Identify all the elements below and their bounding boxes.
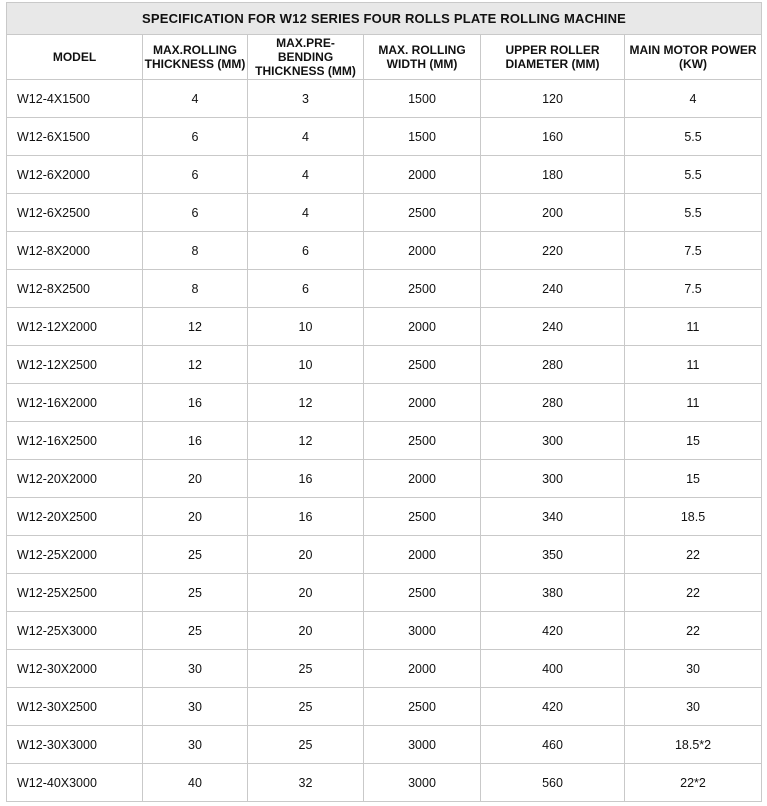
table-row <box>7 118 762 156</box>
cell-model: W12-6X2500 <box>7 194 143 232</box>
table-row <box>7 574 762 612</box>
cell-value: 2500 <box>364 574 481 612</box>
cell-value: 380 <box>481 574 625 612</box>
cell-value: 20 <box>143 460 248 498</box>
cell-value: 7.5 <box>625 270 762 308</box>
column-header-model: MODEL <box>7 35 143 80</box>
cell-model: W12-8X2500 <box>7 270 143 308</box>
cell-value: 2000 <box>364 536 481 574</box>
cell-model: W12-25X3000 <box>7 612 143 650</box>
table-row <box>7 270 762 308</box>
column-header-max-rolling-thickness: MAX.ROLLING THICKNESS (MM) <box>143 35 248 80</box>
cell-value: 25 <box>248 688 364 726</box>
table-header-row <box>7 35 762 80</box>
cell-model: W12-30X3000 <box>7 726 143 764</box>
table-row <box>7 232 762 270</box>
specification-table <box>6 2 762 802</box>
table-row <box>7 764 762 802</box>
cell-value: 2000 <box>364 460 481 498</box>
cell-value: 2500 <box>364 270 481 308</box>
cell-value: 180 <box>481 156 625 194</box>
table-row <box>7 80 762 118</box>
cell-value: 280 <box>481 384 625 422</box>
cell-value: 560 <box>481 764 625 802</box>
table-row <box>7 308 762 346</box>
cell-value: 280 <box>481 346 625 384</box>
cell-value: 3000 <box>364 612 481 650</box>
table-row <box>7 384 762 422</box>
cell-model: W12-16X2000 <box>7 384 143 422</box>
cell-value: 4 <box>625 80 762 118</box>
cell-value: 11 <box>625 346 762 384</box>
cell-model: W12-12X2500 <box>7 346 143 384</box>
cell-value: 1500 <box>364 80 481 118</box>
cell-value: 20 <box>248 536 364 574</box>
cell-value: 2500 <box>364 498 481 536</box>
cell-value: 7.5 <box>625 232 762 270</box>
cell-model: W12-40X3000 <box>7 764 143 802</box>
cell-model: W12-25X2000 <box>7 536 143 574</box>
table-row <box>7 612 762 650</box>
cell-value: 22*2 <box>625 764 762 802</box>
cell-model: W12-30X2000 <box>7 650 143 688</box>
cell-value: 240 <box>481 270 625 308</box>
cell-value: 20 <box>143 498 248 536</box>
cell-value: 30 <box>143 688 248 726</box>
cell-value: 420 <box>481 612 625 650</box>
cell-model: W12-20X2500 <box>7 498 143 536</box>
cell-value: 22 <box>625 536 762 574</box>
cell-value: 5.5 <box>625 194 762 232</box>
table-row <box>7 688 762 726</box>
cell-value: 16 <box>143 422 248 460</box>
cell-value: 240 <box>481 308 625 346</box>
cell-value: 25 <box>143 536 248 574</box>
cell-value: 30 <box>625 650 762 688</box>
table-row <box>7 650 762 688</box>
column-header-max-rolling-width: MAX. ROLLING WIDTH (MM) <box>364 35 481 80</box>
cell-model: W12-6X1500 <box>7 118 143 156</box>
cell-value: 18.5*2 <box>625 726 762 764</box>
cell-model: W12-20X2000 <box>7 460 143 498</box>
cell-value: 6 <box>143 118 248 156</box>
cell-value: 3000 <box>364 764 481 802</box>
table-row <box>7 346 762 384</box>
table-row <box>7 536 762 574</box>
cell-model: W12-30X2500 <box>7 688 143 726</box>
cell-value: 2000 <box>364 650 481 688</box>
cell-value: 4 <box>248 118 364 156</box>
cell-value: 12 <box>248 422 364 460</box>
cell-model: W12-4X1500 <box>7 80 143 118</box>
cell-value: 1500 <box>364 118 481 156</box>
cell-value: 30 <box>143 726 248 764</box>
cell-value: 2500 <box>364 688 481 726</box>
cell-value: 350 <box>481 536 625 574</box>
cell-value: 22 <box>625 612 762 650</box>
cell-value: 2000 <box>364 308 481 346</box>
table-row <box>7 194 762 232</box>
cell-value: 30 <box>143 650 248 688</box>
cell-model: W12-12X2000 <box>7 308 143 346</box>
cell-value: 120 <box>481 80 625 118</box>
cell-model: W12-16X2500 <box>7 422 143 460</box>
cell-value: 3000 <box>364 726 481 764</box>
cell-value: 300 <box>481 460 625 498</box>
cell-value: 20 <box>248 612 364 650</box>
column-header-max-pre-bending-thickness: MAX.PRE-BENDING THICKNESS (MM) <box>248 35 364 80</box>
cell-value: 25 <box>143 574 248 612</box>
cell-value: 200 <box>481 194 625 232</box>
cell-model: W12-25X2500 <box>7 574 143 612</box>
cell-value: 30 <box>625 688 762 726</box>
table-row <box>7 460 762 498</box>
cell-value: 2000 <box>364 384 481 422</box>
cell-value: 22 <box>625 574 762 612</box>
cell-value: 2000 <box>364 232 481 270</box>
cell-value: 12 <box>248 384 364 422</box>
cell-value: 40 <box>143 764 248 802</box>
cell-value: 6 <box>248 270 364 308</box>
cell-value: 5.5 <box>625 156 762 194</box>
table-row <box>7 422 762 460</box>
table-body <box>7 80 762 802</box>
cell-value: 160 <box>481 118 625 156</box>
cell-value: 3 <box>248 80 364 118</box>
cell-value: 2000 <box>364 156 481 194</box>
cell-model: W12-8X2000 <box>7 232 143 270</box>
cell-value: 6 <box>248 232 364 270</box>
cell-value: 6 <box>143 156 248 194</box>
table-row <box>7 726 762 764</box>
cell-value: 220 <box>481 232 625 270</box>
cell-value: 4 <box>248 194 364 232</box>
cell-value: 10 <box>248 346 364 384</box>
cell-value: 6 <box>143 194 248 232</box>
cell-value: 18.5 <box>625 498 762 536</box>
cell-value: 340 <box>481 498 625 536</box>
cell-value: 400 <box>481 650 625 688</box>
specification-table-container <box>6 0 761 802</box>
cell-value: 15 <box>625 460 762 498</box>
column-header-main-motor-power: MAIN MOTOR POWER (KW) <box>625 35 762 80</box>
cell-value: 460 <box>481 726 625 764</box>
cell-value: 16 <box>248 498 364 536</box>
cell-value: 20 <box>248 574 364 612</box>
cell-value: 4 <box>143 80 248 118</box>
cell-value: 25 <box>248 650 364 688</box>
cell-value: 420 <box>481 688 625 726</box>
table-title: SPECIFICATION FOR W12 SERIES FOUR ROLLS PLATE ROLLING MACHINE <box>7 3 762 35</box>
cell-value: 11 <box>625 384 762 422</box>
cell-value: 8 <box>143 232 248 270</box>
cell-value: 15 <box>625 422 762 460</box>
cell-value: 10 <box>248 308 364 346</box>
cell-value: 25 <box>143 612 248 650</box>
cell-value: 12 <box>143 308 248 346</box>
cell-value: 4 <box>248 156 364 194</box>
cell-value: 5.5 <box>625 118 762 156</box>
cell-value: 32 <box>248 764 364 802</box>
cell-value: 2500 <box>364 194 481 232</box>
table-title-row <box>7 3 762 35</box>
table-row <box>7 498 762 536</box>
cell-model: W12-6X2000 <box>7 156 143 194</box>
cell-value: 2500 <box>364 422 481 460</box>
column-header-upper-roller-diameter: UPPER ROLLER DIAMETER (MM) <box>481 35 625 80</box>
cell-value: 300 <box>481 422 625 460</box>
cell-value: 16 <box>248 460 364 498</box>
cell-value: 16 <box>143 384 248 422</box>
cell-value: 12 <box>143 346 248 384</box>
cell-value: 25 <box>248 726 364 764</box>
cell-value: 11 <box>625 308 762 346</box>
cell-value: 8 <box>143 270 248 308</box>
cell-value: 2500 <box>364 346 481 384</box>
table-row <box>7 156 762 194</box>
